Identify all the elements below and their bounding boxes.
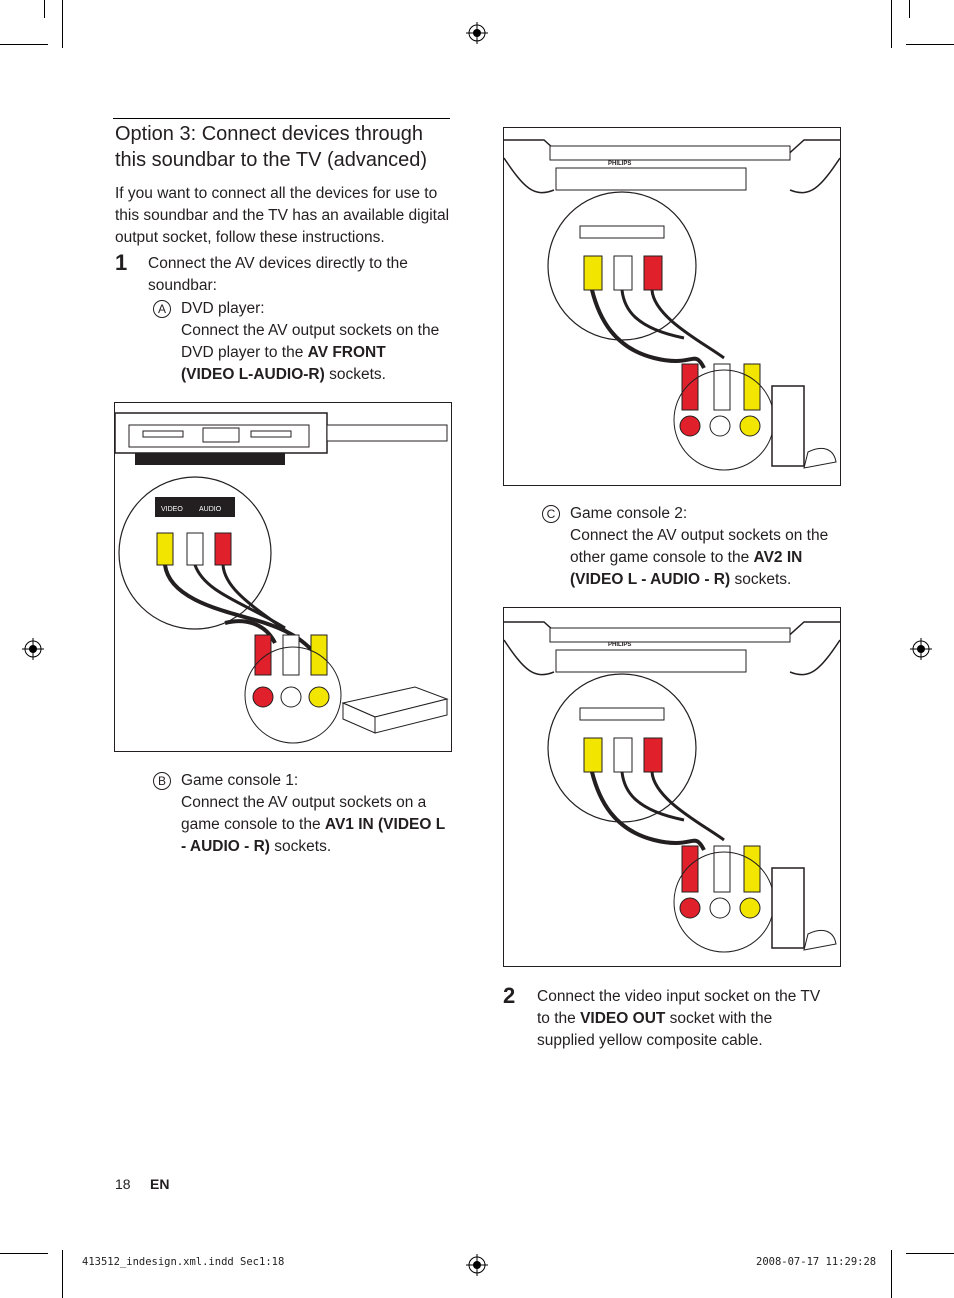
- dvd-connection-diagram: [115, 403, 451, 751]
- slug-file: 413512_indesign.xml.indd Sec1:18: [82, 1256, 285, 1268]
- step-1-text: Connect the AV devices directly to the soundbar:: [148, 255, 408, 294]
- figure-game-console-1: [503, 127, 841, 486]
- marker-c-icon: C: [542, 505, 560, 523]
- video-label: VIDEO: [161, 506, 183, 513]
- step-2-text: Connect the video input socket on the TV to the VIDEO OUT socket with the supplied yellow composite cable.: [537, 988, 821, 1049]
- item-b-text: Connect the AV output sockets on a game console to the AV1 IN (VIDEO L - AUDIO - R) sockets.: [181, 794, 445, 855]
- figure-game-console-2: [503, 607, 841, 967]
- marker-b-icon: B: [153, 772, 171, 790]
- registration-mark-icon: [466, 22, 488, 44]
- page-number: 18: [115, 1176, 131, 1192]
- intro-paragraph: If you want to connect all the devices for use to this soundbar and the TV has an available digital output socket, follow these instructions.: [115, 185, 450, 246]
- item-c-title: Game console 2:: [570, 505, 688, 522]
- item-c-text: Connect the AV output sockets on the other game console to the AV2 IN (VIDEO L - AUDIO - R) sockets.: [570, 527, 829, 588]
- brand-label: PHILIPS: [608, 642, 632, 648]
- brand-label: PHILIPS: [608, 161, 632, 167]
- language-code: EN: [150, 1176, 170, 1192]
- section-heading: Option 3: Connect devices through this soundbar to the TV (advanced): [115, 123, 428, 171]
- registration-mark-icon: [910, 638, 932, 660]
- figure-dvd-player: [114, 402, 452, 752]
- item-b: [153, 770, 449, 858]
- step-2-number: 2: [503, 983, 516, 1008]
- registration-mark-icon: [466, 1254, 488, 1276]
- game-console-2-diagram: [504, 608, 840, 966]
- registration-mark-icon: [22, 638, 44, 660]
- audio-label: AUDIO: [199, 506, 222, 513]
- slug-timestamp: 2008-07-17 11:29:28: [756, 1256, 877, 1268]
- step-1-number: 1: [115, 250, 128, 275]
- item-b-title: Game console 1:: [181, 772, 299, 789]
- item-c: [542, 503, 840, 591]
- game-console-1-diagram: [504, 128, 840, 485]
- marker-a-icon: A: [153, 300, 171, 318]
- item-a-title: DVD player:: [181, 300, 265, 317]
- heading-rule: [113, 118, 450, 119]
- item-a-text: Connect the AV output sockets on the DVD player to the AV FRONT (VIDEO L-AUDIO-R) sockets.: [181, 322, 440, 383]
- item-a: [153, 298, 443, 386]
